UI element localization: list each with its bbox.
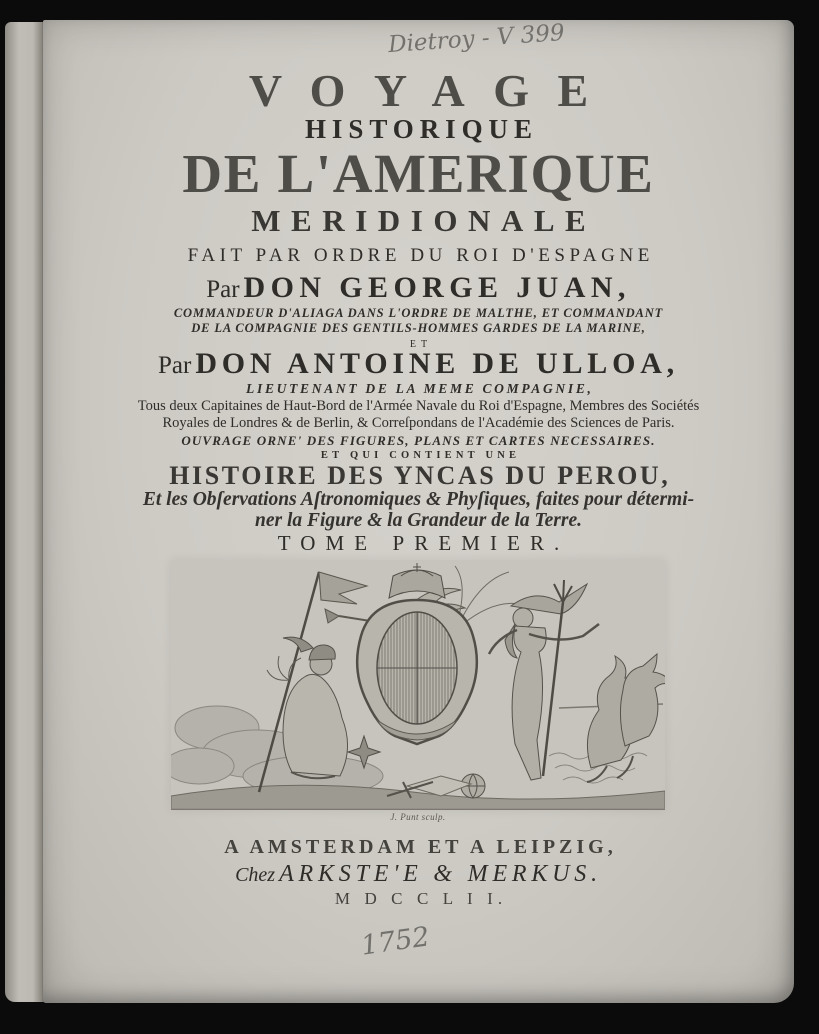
title-page xyxy=(43,20,794,1003)
author2-line xyxy=(43,347,794,381)
observations-line-2: ner la Figure & la Grandeur de la Terre. xyxy=(254,510,582,531)
histoire-yncas-line: HISTOIRE DES YNCAS DU PEROU, xyxy=(169,461,671,490)
title-voyage: VOYAGE xyxy=(248,65,617,116)
imprint-publisher-line xyxy=(43,861,794,888)
engraving-illustration xyxy=(171,560,665,810)
author2-par: Par xyxy=(158,352,192,379)
et-connector: ET xyxy=(409,339,433,350)
top-handwritten-note: Dietroy - V 399 xyxy=(387,19,566,59)
imprint-chez: Chez xyxy=(235,864,276,886)
facing-page-edge xyxy=(5,22,45,1002)
author1-par: Par xyxy=(206,276,240,303)
joint-titles-1: Tous deux Capitaines de Haut-Bord de l'Armée Navale du Roi d'Espagne, Membres des Sociétés xyxy=(137,398,700,414)
observations-line-1: Et les Obſervations Aſtronomiques & Phyſiques, faites pour détermi- xyxy=(142,489,695,510)
imprint-publisher: ARKSTE'E & MERKUS. xyxy=(279,861,602,887)
imprint-year: M D C C L I I. xyxy=(334,889,508,908)
imprint-place: A AMSTERDAM ET A LEIPZIG, xyxy=(224,836,617,858)
contient-line: ET QUI CONTIENT UNE xyxy=(320,450,521,461)
title-meridionale: MERIDIONALE xyxy=(251,203,597,238)
engraving-vignette xyxy=(171,560,665,822)
author2-titles: LIEUTENANT DE LA MEME COMPAGNIE, xyxy=(246,381,594,396)
author1-titles-2: DE LA COMPAGNIE DES GENTILS-HOMMES GARDES DE LA MARINE, xyxy=(191,321,646,335)
joint-titles-2: Royales de Londres & de Berlin, & Correſpondans de l'Académie des Sciences de Paris. xyxy=(162,415,675,431)
author2-name: DON ANTOINE DE ULLOA, xyxy=(195,347,679,380)
order-line: FAIT PAR ORDRE DU ROI D'ESPAGNE xyxy=(187,245,654,266)
author1-titles-1: COMMANDEUR D'ALIAGA DANS L'ORDRE DE MALTHE, ET COMMANDANT xyxy=(173,306,664,320)
title-de-lamerique: DE L'AMERIQUE xyxy=(182,143,655,204)
ouvrage-line: OUVRAGE ORNE' DES FIGURES, PLANS ET CARTES NECESSAIRES. xyxy=(181,433,656,448)
engraver-signature: J. Punt sculp. xyxy=(390,812,446,822)
author1-line xyxy=(43,271,794,305)
tome-line: TOME PREMIER. xyxy=(277,531,570,555)
bottom-handwritten-year: 1752 xyxy=(359,921,432,962)
author1-name: DON GEORGE JUAN, xyxy=(243,271,631,304)
title-historique: HISTORIQUE xyxy=(304,114,538,144)
